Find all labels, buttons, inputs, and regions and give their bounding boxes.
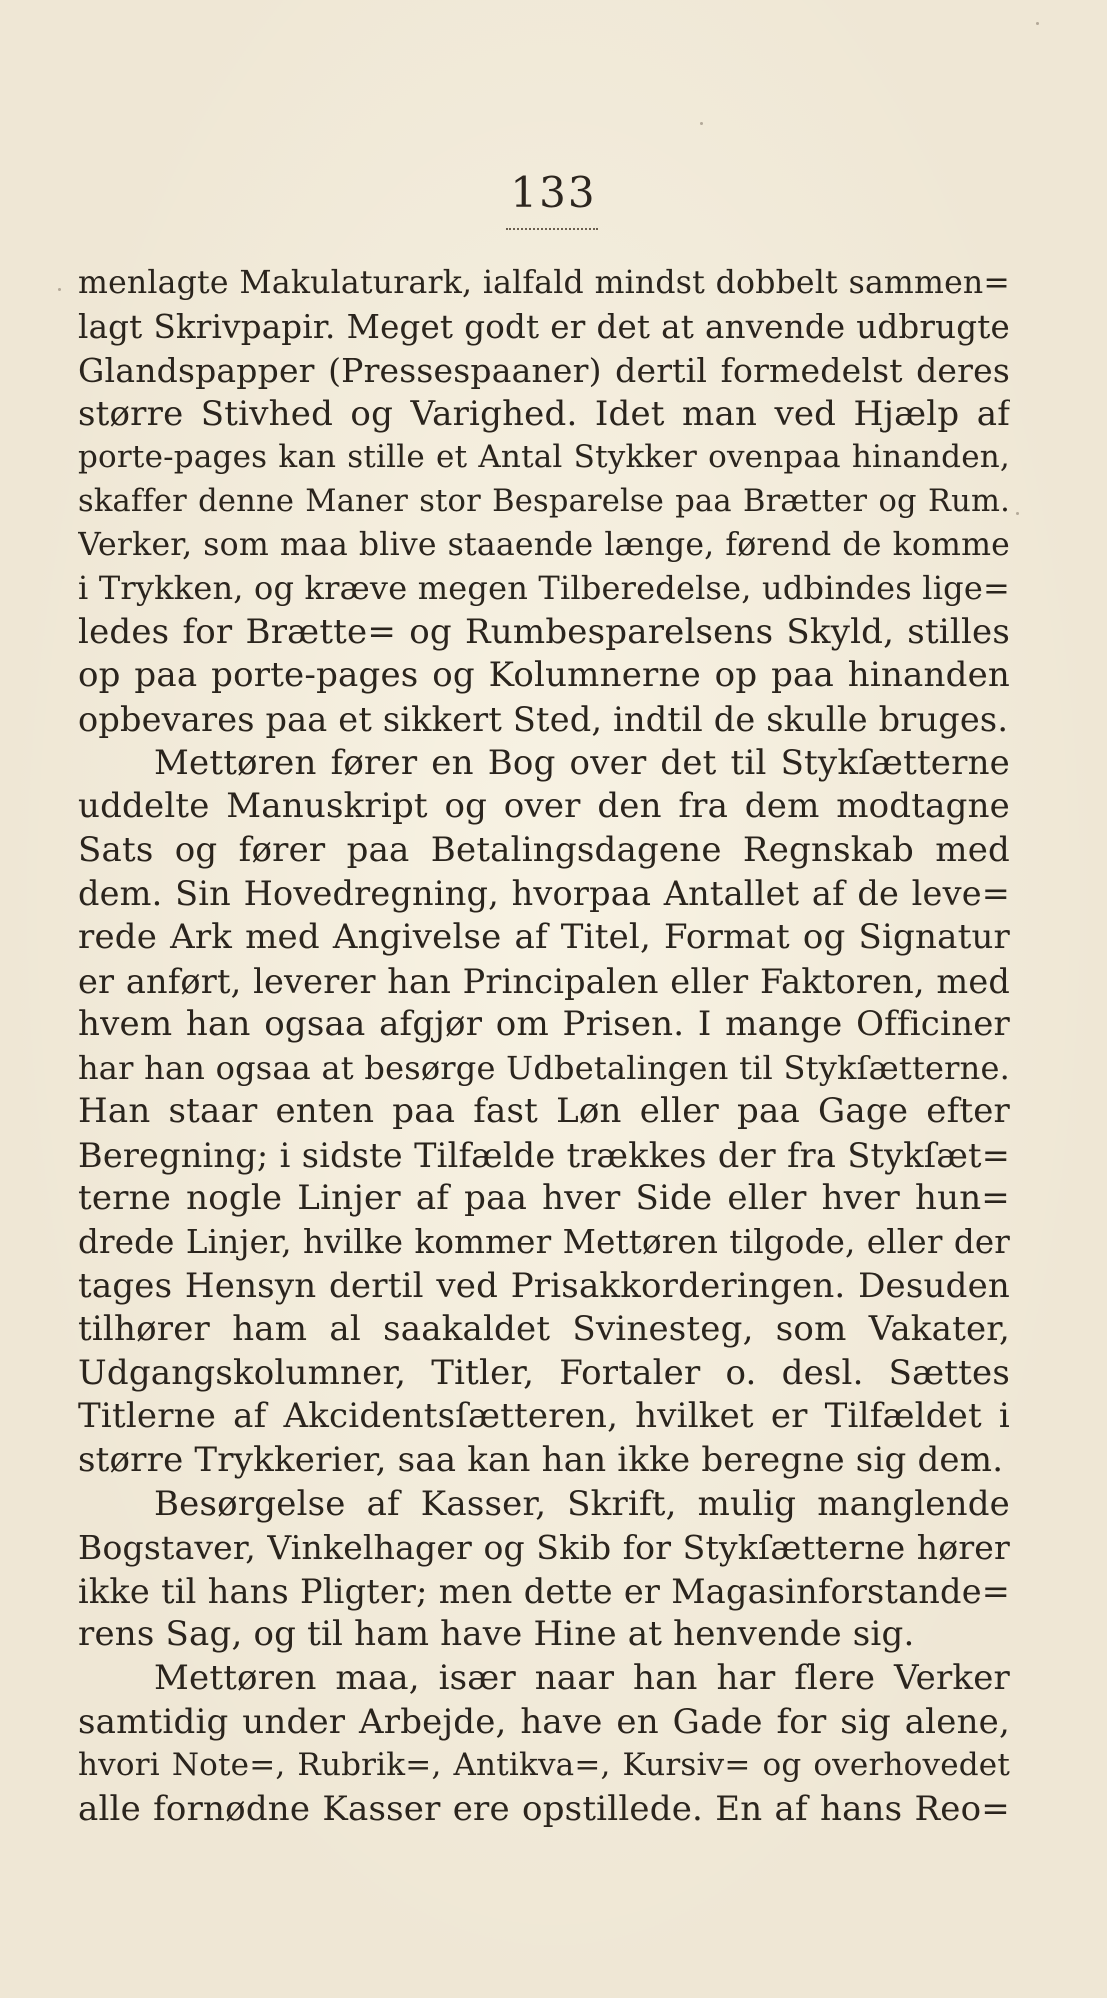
text-line: samtidig under Arbejde, have en Gade for sig alene, bbox=[78, 1701, 1010, 1742]
paper-speck bbox=[58, 288, 61, 291]
text-line: dem. Sin Hovedregning, hvorpaa Antallet af de leve= bbox=[78, 874, 1010, 914]
text-line: hvori Note=, Rubrik=, Antikva=, Kursiv= og overhovedet bbox=[78, 1747, 1010, 1784]
text-line: Besørgelse af Kasser, Skrift, mulig manglende bbox=[154, 1483, 1010, 1524]
text-line: lagt Skrivpapir. Meget godt er det at anvende udbrugte bbox=[78, 307, 1010, 346]
text-line: Glandspapper (Pressespaaner) dertil formedelst deres bbox=[78, 351, 1010, 391]
text-line: Titlerne af Akcidentsſætteren, hvilket er Tilfældet i bbox=[78, 1396, 1010, 1437]
text-line: Han staar enten paa fast Løn eller paa Gage efter bbox=[78, 1091, 1010, 1132]
text-line: i Trykken, og kræve megen Tilberedelse, udbindes lige= bbox=[78, 569, 1010, 608]
text-line: rens Sag, og til ham have Hine at henvende sig. bbox=[78, 1614, 915, 1655]
text-line: tilhører ham al saakaldet Svinesteg, som Vakater, bbox=[78, 1309, 1010, 1350]
text-line: større Stivhed og Varighed. Idet man ved Hjælp af bbox=[78, 393, 1010, 434]
page-number: 133 bbox=[510, 168, 597, 217]
text-line: Mettøren fører en Bog over det til Stykſætterne bbox=[154, 742, 1010, 783]
text-line: skaffer denne Maner stor Besparelse paa Brætter og Rum. bbox=[78, 483, 1010, 519]
text-line: Sats og fører paa Betalingsdagene Regnskab med bbox=[78, 829, 1010, 870]
text-line: hvem han ogsaa afgjør om Prisen. I mange Officiner bbox=[78, 1004, 1010, 1045]
body-text bbox=[78, 262, 1010, 1831]
text-line: terne nogle Linjer af paa hver Side eller hver hun= bbox=[78, 1178, 1010, 1219]
text-line: porte-pages kan stille et Antal Stykker ovenpaa hinanden, bbox=[78, 439, 1010, 476]
text-line: større Trykkerier, saa kan han ikke beregne sig dem. bbox=[78, 1440, 1004, 1481]
text-line: Mettøren maa, især naar han har flere Verker bbox=[154, 1658, 1010, 1698]
paper-speck bbox=[700, 122, 703, 125]
text-line: ikke til hans Pligter; men dette er Magasinforstande= bbox=[78, 1571, 1010, 1611]
text-line: op paa porte-pages og Kolumnerne op paa hinanden bbox=[78, 655, 1010, 696]
paper-speck bbox=[1016, 512, 1019, 515]
text-line: Bogstaver, Vinkelhager og Skib for Stykſætterne hører bbox=[78, 1528, 1010, 1568]
paper-speck bbox=[1036, 22, 1039, 25]
text-line: uddelte Manuskript og over den fra dem modtagne bbox=[78, 786, 1010, 827]
text-line: tages Hensyn dertil ved Prisakkorderingen. Desuden bbox=[78, 1265, 1010, 1306]
text-line: Verker, som maa blive staaende længe, førend de komme bbox=[78, 526, 1010, 563]
text-line: drede Linjer, hvilke kommer Mettøren tilgode, eller der bbox=[78, 1223, 1010, 1262]
text-line: Beregning; i sidste Tilfælde trækkes der fra Stykſæt= bbox=[78, 1135, 1010, 1175]
text-line: menlagte Makulaturark, ialfald mindst dobbelt sammen= bbox=[78, 265, 1010, 301]
text-line: har han ogsaa at besørge Udbetalingen til Stykſætterne. bbox=[78, 1048, 1010, 1087]
text-line: rede Ark med Angivelse af Titel, Format og Signatur bbox=[78, 916, 1010, 957]
text-line: opbevares paa et sikkert Sted, indtil de skulle bruges. bbox=[78, 699, 1009, 739]
text-line: er anført, leverer han Principalen eller Faktoren, med bbox=[78, 961, 1010, 1001]
text-line: Udgangskolumner, Titler, Fortaler o. desl. Sættes bbox=[78, 1352, 1010, 1393]
text-line: ledes for Brætte= og Rumbesparelsens Skyld, stilles bbox=[78, 611, 1010, 652]
page-number-ornament bbox=[506, 222, 598, 230]
text-line: alle fornødne Kasser ere opstillede. En af hans Reo= bbox=[78, 1788, 1010, 1829]
